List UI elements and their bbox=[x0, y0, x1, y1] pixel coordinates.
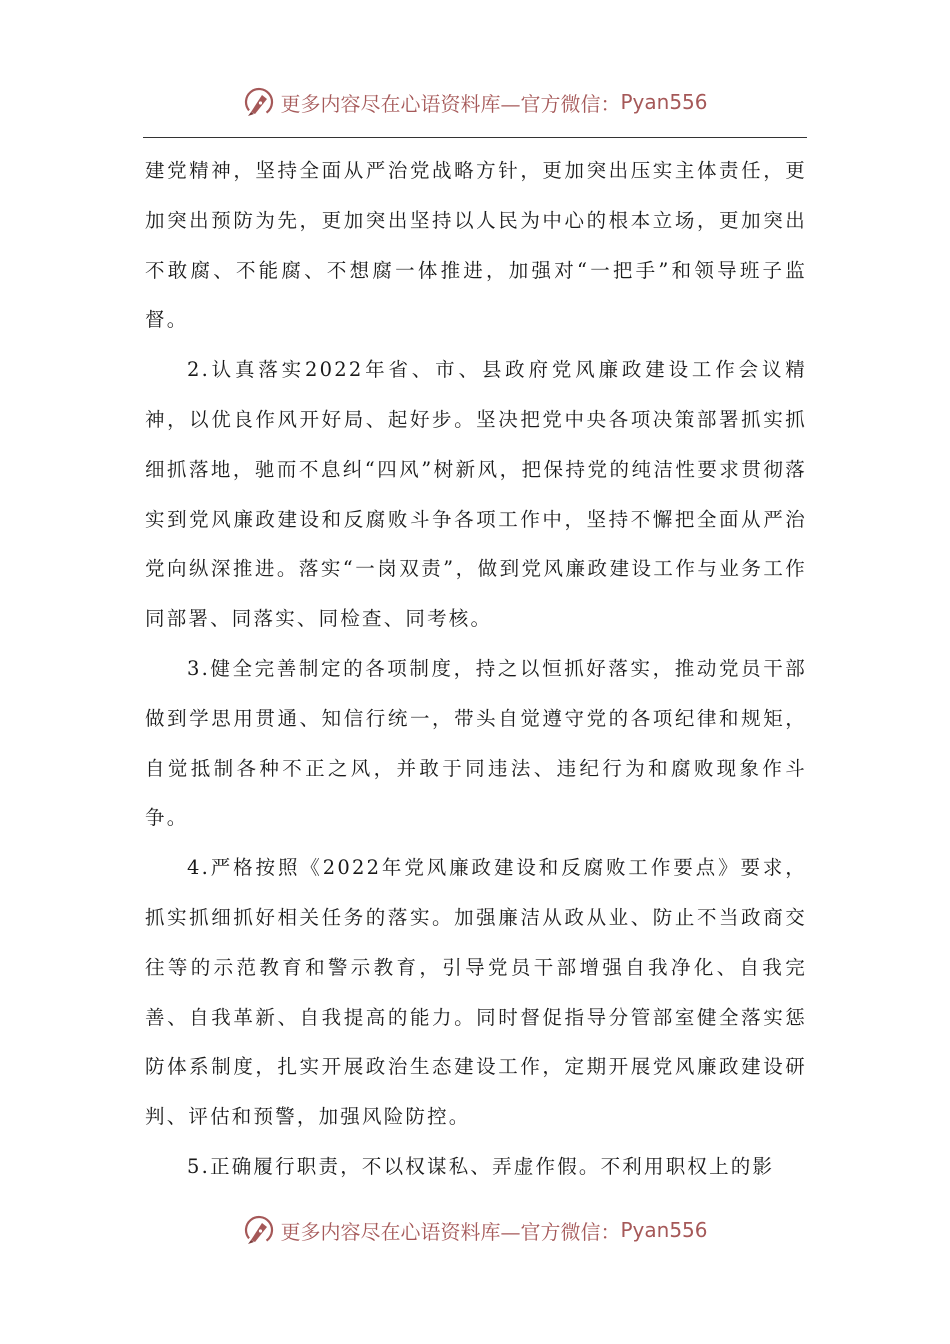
document-body bbox=[145, 146, 807, 1192]
banner-wechat-id: Pyan556 bbox=[620, 1218, 708, 1242]
paragraph: 3.健全完善制定的各项制度，持之以恒抓好落实，推动党员干部做到学思用贯通、知信行统一，带头自觉遵守党的各项纪律和规矩，自觉抵制各种不正之风，并敢于同违法、违纪行为和腐败现象作斗争。 bbox=[145, 656, 807, 830]
banner-text: 更多内容尽在心语资料库—官方微信： bbox=[280, 91, 621, 116]
banner-wechat-id: Pyan556 bbox=[620, 90, 708, 114]
header-divider bbox=[143, 137, 807, 138]
banner-text: 更多内容尽在心语资料库—官方微信： bbox=[280, 1219, 621, 1244]
paragraph: 5.正确履行职责，不以权谋私、弄虚作假。不利用职权上的影 bbox=[187, 1154, 775, 1178]
pen-nib-logo-icon bbox=[242, 1213, 276, 1247]
header-banner bbox=[0, 82, 950, 122]
pen-nib-logo-icon bbox=[242, 85, 276, 119]
footer-banner bbox=[0, 1210, 950, 1250]
paragraph: 2.认真落实2022年省、市、县政府党风廉政建设工作会议精神，以优良作风开好局、起好步。坚决把党中央各项决策部署抓实抓细抓落地，驰而不息纠“四风”树新风，把保持党的纯洁性要求贯彻落实到党风廉政建设和反腐败斗争各项工作中，坚持不懈把全面从严治党向纵深推进。落实“一岗双责”，做到党风廉政建设工作与业务工作同部署、同落实、同检查、同考核。 bbox=[145, 358, 807, 631]
paragraph: 4.严格按照《2022年党风廉政建设和反腐败工作要点》要求，抓实抓细抓好相关任务的落实。加强廉洁从政从业、防止不当政商交往等的示范教育和警示教育，引导党员干部增强自我净化、自我完善、自我革新、自我提高的能力。同时督促指导分管部室健全落实惩防体系制度，扎实开展政治生态建设工作，定期开展党风廉政建设研判、评估和预警，加强风险防控。 bbox=[145, 856, 807, 1129]
paragraph: 建党精神，坚持全面从严治党战略方针，更加突出压实主体责任，更加突出预防为先，更加突出坚持以人民为中心的根本立场，更加突出不敢腐、不能腐、不想腐一体推进，加强对“一把手”和领导班子监督。 bbox=[145, 159, 807, 332]
